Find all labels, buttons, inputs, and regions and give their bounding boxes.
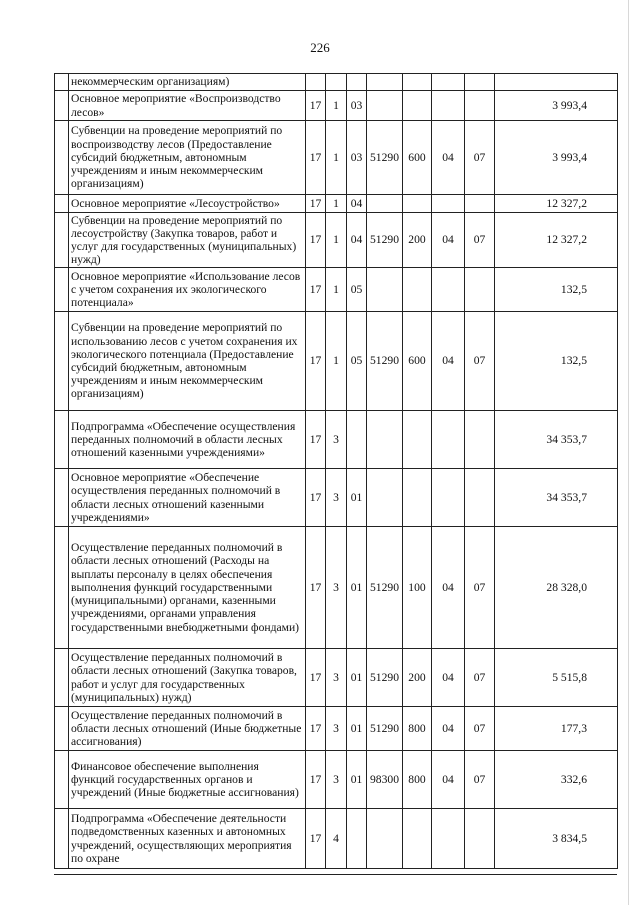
row-index-cell <box>55 527 69 649</box>
row-name-cell: Осуществление переданных полномочий в области лесных отношений (Закупка товаров, работ и услуг для государственных (муниципальных) нужд) <box>69 649 306 707</box>
table-row <box>55 213 618 268</box>
row-name-cell: Субвенции на проведение мероприятий по воспроизводству лесов (Предоставление субсидий бюджетным, автономным учреждениям и иным некоммерческим организациям) <box>69 121 306 195</box>
ministry-code-cell <box>306 74 326 91</box>
section-code-cell: 04 <box>432 527 465 649</box>
section-code-cell <box>432 469 465 527</box>
table-row <box>55 91 618 121</box>
amount-cell: 3 993,4 <box>495 91 618 121</box>
section-code-cell <box>432 195 465 213</box>
row-name-cell: Осуществление переданных полномочий в области лесных отношений (Иные бюджетные ассигнования) <box>69 707 306 751</box>
page-number: 226 <box>310 40 330 55</box>
subsection-code-cell <box>465 91 495 121</box>
table-row <box>55 469 618 527</box>
subsection-code-cell <box>465 268 495 312</box>
amount-cell: 28 328,0 <box>495 527 618 649</box>
direction-code-cell <box>367 809 403 869</box>
expense-type-code-cell: 600 <box>403 121 432 195</box>
direction-code-cell <box>367 268 403 312</box>
table-row <box>55 751 618 809</box>
row-name-cell: Основное мероприятие «Лесоустройство» <box>69 195 306 213</box>
measure-code-cell: 01 <box>347 649 367 707</box>
expense-type-code-cell: 600 <box>403 312 432 411</box>
subsection-code-cell: 07 <box>465 527 495 649</box>
row-name-cell: Субвенции на проведение мероприятий по лесоустройству (Закупка товаров, работ и услуг для государственных (муниципальных) нужд) <box>69 213 306 268</box>
subprogram-code-cell: 3 <box>326 751 347 809</box>
row-index-cell <box>55 268 69 312</box>
table-row <box>55 527 618 649</box>
row-name-cell: Основное мероприятие «Воспроизводство лесов» <box>69 91 306 121</box>
direction-code-cell <box>367 195 403 213</box>
direction-code-cell: 51290 <box>367 527 403 649</box>
row-name-cell: Финансовое обеспечение выполнения функций государственных органов и учреждений (Иные бюджетные ассигнования) <box>69 751 306 809</box>
direction-code-cell: 51290 <box>367 649 403 707</box>
row-index-cell <box>55 121 69 195</box>
subsection-code-cell: 07 <box>465 649 495 707</box>
table-body <box>55 74 618 869</box>
amount-cell: 12 327,2 <box>495 213 618 268</box>
ministry-code-cell: 17 <box>306 312 326 411</box>
direction-code-cell <box>367 74 403 91</box>
ministry-code-cell: 17 <box>306 707 326 751</box>
amount-cell: 12 327,2 <box>495 195 618 213</box>
table-row <box>55 121 618 195</box>
row-name-cell: Субвенции на проведение мероприятий по использованию лесов с учетом сохранения их экологического потенциала (Предоставление субсидий бюджетным, автономным учреждениям и иным некоммерческим организациям) <box>69 312 306 411</box>
measure-code-cell: 01 <box>347 527 367 649</box>
subsection-code-cell: 07 <box>465 312 495 411</box>
amount-cell: 132,5 <box>495 268 618 312</box>
table-row <box>55 312 618 411</box>
measure-code-cell: 05 <box>347 312 367 411</box>
amount-cell: 332,6 <box>495 751 618 809</box>
amount-cell: 132,5 <box>495 312 618 411</box>
section-code-cell: 04 <box>432 121 465 195</box>
subsection-code-cell <box>465 411 495 469</box>
subprogram-code-cell: 3 <box>326 411 347 469</box>
table-row <box>55 411 618 469</box>
row-index-cell <box>55 649 69 707</box>
subprogram-code-cell: 3 <box>326 649 347 707</box>
measure-code-cell <box>347 809 367 869</box>
ministry-code-cell: 17 <box>306 809 326 869</box>
direction-code-cell <box>367 91 403 121</box>
scan-edge <box>628 0 629 905</box>
expense-type-code-cell <box>403 268 432 312</box>
direction-code-cell: 51290 <box>367 312 403 411</box>
amount-cell: 34 353,7 <box>495 469 618 527</box>
ministry-code-cell: 17 <box>306 469 326 527</box>
table-row <box>55 268 618 312</box>
direction-code-cell: 98300 <box>367 751 403 809</box>
direction-code-cell: 51290 <box>367 707 403 751</box>
row-index-cell <box>55 312 69 411</box>
expense-type-code-cell: 800 <box>403 751 432 809</box>
subprogram-code-cell: 1 <box>326 268 347 312</box>
ministry-code-cell: 17 <box>306 411 326 469</box>
row-index-cell <box>55 213 69 268</box>
table-row <box>55 707 618 751</box>
subprogram-code-cell: 3 <box>326 469 347 527</box>
table-row <box>55 195 618 213</box>
direction-code-cell <box>367 469 403 527</box>
ministry-code-cell: 17 <box>306 91 326 121</box>
amount-cell: 34 353,7 <box>495 411 618 469</box>
subsection-code-cell <box>465 469 495 527</box>
expense-type-code-cell <box>403 809 432 869</box>
subprogram-code-cell: 1 <box>326 195 347 213</box>
amount-cell: 3 834,5 <box>495 809 618 869</box>
measure-code-cell: 03 <box>347 91 367 121</box>
section-code-cell: 04 <box>432 707 465 751</box>
measure-code-cell: 01 <box>347 751 367 809</box>
row-name-cell: Основное мероприятие «Обеспечение осуществления переданных полномочий в области лесных отношений казенными учреждениями» <box>69 469 306 527</box>
expense-type-code-cell <box>403 195 432 213</box>
amount-cell <box>495 74 618 91</box>
ministry-code-cell: 17 <box>306 213 326 268</box>
direction-code-cell: 51290 <box>367 121 403 195</box>
ministry-code-cell: 17 <box>306 751 326 809</box>
row-name-cell: некоммерческим организациям) <box>69 74 306 91</box>
ministry-code-cell: 17 <box>306 649 326 707</box>
ministry-code-cell: 17 <box>306 195 326 213</box>
row-index-cell <box>55 195 69 213</box>
expense-type-code-cell: 200 <box>403 213 432 268</box>
section-code-cell <box>432 411 465 469</box>
subsection-code-cell: 07 <box>465 751 495 809</box>
measure-code-cell: 05 <box>347 268 367 312</box>
subsection-code-cell: 07 <box>465 121 495 195</box>
section-code-cell: 04 <box>432 312 465 411</box>
section-code-cell <box>432 809 465 869</box>
row-index-cell <box>55 469 69 527</box>
subsection-code-cell <box>465 74 495 91</box>
amount-cell: 5 515,8 <box>495 649 618 707</box>
subprogram-code-cell <box>326 74 347 91</box>
subsection-code-cell: 07 <box>465 707 495 751</box>
section-code-cell: 04 <box>432 751 465 809</box>
subprogram-code-cell: 1 <box>326 312 347 411</box>
amount-cell: 3 993,4 <box>495 121 618 195</box>
measure-code-cell: 04 <box>347 195 367 213</box>
table-row <box>55 649 618 707</box>
table-row <box>55 74 618 91</box>
expense-type-code-cell <box>403 91 432 121</box>
ministry-code-cell: 17 <box>306 268 326 312</box>
row-index-cell <box>55 411 69 469</box>
expense-type-code-cell: 800 <box>403 707 432 751</box>
row-name-cell: Осуществление переданных полномочий в области лесных отношений (Расходы на выплаты персоналу в целях обеспечения выполнения функций государственными (муниципальными) органами, казенными учреждениями, органами управления государственными внебюджетными фондами) <box>69 527 306 649</box>
measure-code-cell <box>347 74 367 91</box>
amount-cell: 177,3 <box>495 707 618 751</box>
subprogram-code-cell: 3 <box>326 707 347 751</box>
row-index-cell <box>55 707 69 751</box>
expense-type-code-cell: 100 <box>403 527 432 649</box>
measure-code-cell <box>347 411 367 469</box>
measure-code-cell: 01 <box>347 469 367 527</box>
section-code-cell: 04 <box>432 649 465 707</box>
subprogram-code-cell: 1 <box>326 121 347 195</box>
table-row <box>55 809 618 869</box>
table-bottom-rule <box>54 874 617 875</box>
row-index-cell <box>55 809 69 869</box>
subsection-code-cell <box>465 195 495 213</box>
measure-code-cell: 03 <box>347 121 367 195</box>
section-code-cell <box>432 268 465 312</box>
section-code-cell <box>432 91 465 121</box>
section-code-cell <box>432 74 465 91</box>
subsection-code-cell <box>465 809 495 869</box>
measure-code-cell: 01 <box>347 707 367 751</box>
row-name-cell: Подпрограмма «Обеспечение осуществления переданных полномочий в области лесных отношений казенными учреждениями» <box>69 411 306 469</box>
section-code-cell: 04 <box>432 213 465 268</box>
subprogram-code-cell: 4 <box>326 809 347 869</box>
measure-code-cell: 04 <box>347 213 367 268</box>
row-index-cell <box>55 74 69 91</box>
ministry-code-cell: 17 <box>306 121 326 195</box>
expense-type-code-cell <box>403 411 432 469</box>
ministry-code-cell: 17 <box>306 527 326 649</box>
expense-type-code-cell: 200 <box>403 649 432 707</box>
subprogram-code-cell: 1 <box>326 213 347 268</box>
subprogram-code-cell: 1 <box>326 91 347 121</box>
expense-type-code-cell <box>403 74 432 91</box>
row-name-cell: Подпрограмма «Обеспечение деятельности подведомственных казенных и автономных учреждений, осуществляющих мероприятия по охране <box>69 809 306 869</box>
expense-type-code-cell <box>403 469 432 527</box>
direction-code-cell: 51290 <box>367 213 403 268</box>
row-name-cell: Основное мероприятие «Использование лесов с учетом сохранения их экологического потенциала» <box>69 268 306 312</box>
budget-table <box>54 73 618 869</box>
direction-code-cell <box>367 411 403 469</box>
row-index-cell <box>55 751 69 809</box>
subprogram-code-cell: 3 <box>326 527 347 649</box>
subsection-code-cell: 07 <box>465 213 495 268</box>
row-index-cell <box>55 91 69 121</box>
